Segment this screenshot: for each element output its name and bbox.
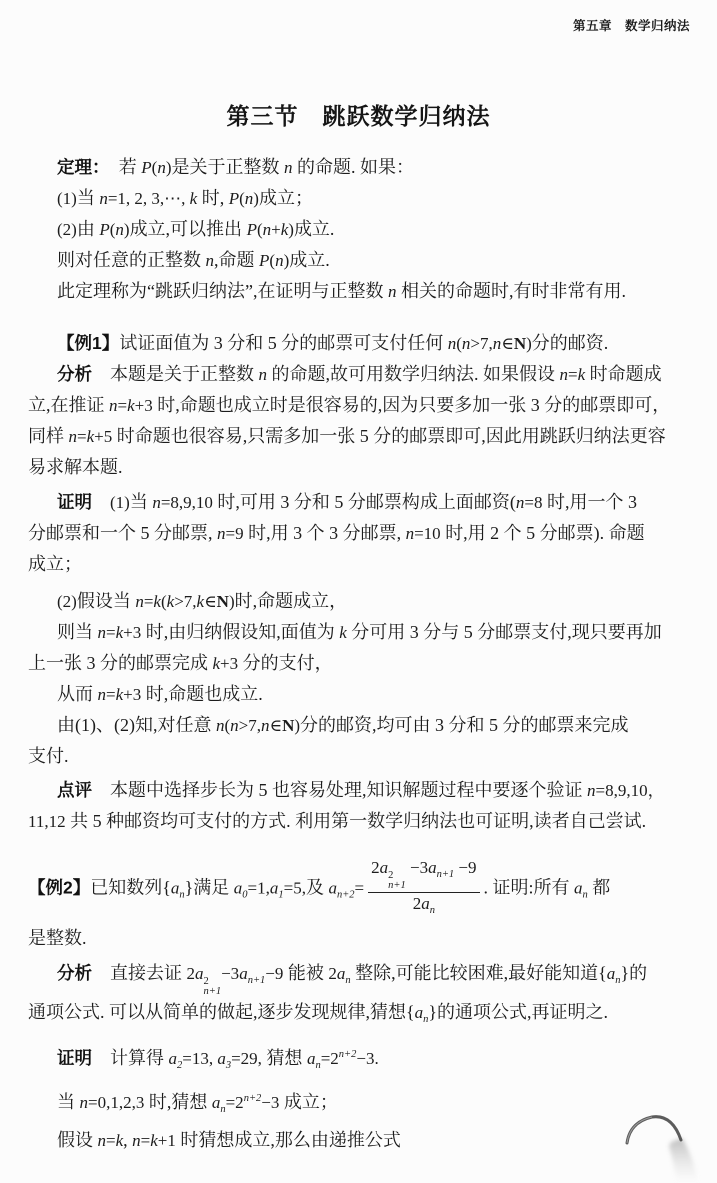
- text-segment: n: [99, 189, 108, 208]
- text-segment: =0,1,2,3: [88, 1092, 145, 1112]
- text-segment: ,命题: [214, 250, 259, 270]
- text-line: [28, 775, 701, 806]
- text-line: [28, 1039, 701, 1081]
- text-segment: n: [275, 251, 284, 270]
- text-segment: =2: [320, 1048, 339, 1068]
- text-segment: 上一张 3 分的邮票完成: [28, 653, 213, 673]
- text-segment: >7,: [238, 716, 261, 735]
- text-segment: n: [97, 685, 106, 704]
- page-curl-icon: [597, 1080, 717, 1183]
- text-segment: 支付.: [28, 746, 69, 766]
- text-line: [28, 741, 701, 772]
- text-line: [28, 617, 701, 648]
- text-segment: [92, 492, 110, 512]
- text-segment: =: [354, 878, 365, 898]
- text-segment: 时,用 3 个 3 分邮票,: [243, 523, 406, 543]
- text-segment: +5: [94, 427, 113, 446]
- page-title: 第三节 跳跃数学归纳法: [226, 103, 491, 129]
- text-segment: 时命题也很容易,只需多加一张 5 分的邮票即可,因此用跳跃归纳法更容: [112, 426, 666, 446]
- text-segment: −9: [454, 858, 477, 877]
- text-segment: =9: [225, 524, 244, 543]
- text-segment: (2): [57, 220, 77, 239]
- text-segment: 2: [412, 894, 422, 913]
- text-line: [28, 276, 701, 307]
- page-curl-edge: [627, 1117, 681, 1143]
- text-segment: 同样: [28, 426, 69, 446]
- text-segment: 的命题. 如果：: [292, 157, 414, 177]
- text-segment: 的命题,故可用数学归纳法. 如果假设: [267, 364, 560, 384]
- text-line: [28, 214, 701, 245]
- text-segment: k: [166, 592, 175, 611]
- text-segment: k: [212, 654, 221, 673]
- text-line: [28, 518, 701, 549]
- text-segment: (: [256, 220, 263, 239]
- text-segment: 时,猜想: [144, 1091, 212, 1112]
- text-segment: 证明: [57, 492, 92, 512]
- text-segment: 则当: [57, 622, 98, 642]
- text-segment: a: [414, 1002, 424, 1022]
- page-curl-shadow: [669, 1138, 698, 1183]
- text-segment: (1): [57, 189, 77, 208]
- text-segment: n: [345, 974, 351, 986]
- text-segment: 2: [177, 1059, 183, 1071]
- text-segment: n: [220, 1103, 226, 1115]
- text-segment: 11,12: [28, 812, 66, 831]
- text-segment: n: [582, 889, 588, 901]
- text-line: [28, 152, 701, 183]
- text-line: [28, 183, 701, 214]
- text-segment: n: [157, 158, 166, 177]
- text-line: [28, 549, 701, 580]
- text-segment: a: [233, 878, 243, 898]
- text-segment: ): [288, 220, 294, 239]
- text-segment: n: [429, 905, 435, 916]
- text-segment: 0: [242, 889, 248, 901]
- text-segment: 分的邮资.: [531, 333, 609, 353]
- text-segment: 此定理称为“跳跃归纳法”,在证明与正整数: [57, 281, 388, 301]
- text-segment: 分析: [57, 364, 92, 384]
- text-segment: 由: [76, 219, 100, 239]
- text-segment: n: [132, 1130, 141, 1150]
- text-segment: n: [615, 974, 621, 986]
- text-segment: (: [224, 716, 231, 735]
- text-segment: 立,在推证: [28, 395, 109, 415]
- sub-sup-stack: 2 n+1: [203, 975, 222, 997]
- text-segment: −9: [265, 963, 284, 983]
- text-segment: 时,: [197, 188, 229, 208]
- text-segment: 能被: [283, 962, 329, 983]
- text-segment: 分邮票和一个 5 分邮票,: [28, 523, 217, 543]
- text-segment: k: [115, 1130, 124, 1150]
- text-segment: n: [258, 365, 267, 384]
- text-segment: k: [115, 685, 124, 704]
- text-segment: =: [106, 1130, 116, 1150]
- text-segment: a: [336, 963, 346, 983]
- text-segment: }的: [620, 962, 648, 983]
- text-segment: P: [246, 220, 257, 239]
- text-segment: 已知数列{: [90, 877, 171, 898]
- text-line: [28, 958, 701, 997]
- text-segment: 由(1)、(2)知,对任意: [57, 715, 216, 735]
- text-segment: +: [271, 220, 281, 239]
- text-segment: n: [461, 334, 471, 353]
- text-segment: a: [168, 1048, 177, 1068]
- text-segment: =10: [414, 524, 441, 543]
- text-segment: 时,可用 3 分和 5 分邮票构成上面邮资(: [212, 492, 516, 512]
- text-segment: +3: [123, 685, 142, 704]
- sub-sup-stack: 2 n+1: [388, 870, 406, 891]
- text-segment: n: [262, 220, 272, 239]
- text-segment: 2: [371, 858, 380, 877]
- text-segment: (: [109, 220, 116, 239]
- text-segment: ): [253, 189, 259, 208]
- text-segment: }的通项公式,再证明之.: [428, 1001, 609, 1022]
- text-segment: 证明: [57, 1047, 92, 1068]
- text-segment: ): [165, 158, 172, 177]
- text-segment: 整除,可能比较困难,最好能知道{: [350, 962, 607, 983]
- text-segment: 分析: [57, 962, 92, 983]
- text-segment: n: [492, 334, 502, 353]
- text-segment: 2: [328, 963, 337, 983]
- text-segment: n+1: [247, 974, 266, 986]
- text-segment: >7,: [174, 592, 197, 611]
- text-segment: n: [217, 524, 226, 543]
- text-segment: n: [97, 1130, 106, 1150]
- text-segment: 当: [57, 1091, 80, 1112]
- text-line: [28, 586, 701, 617]
- text-segment: N: [216, 592, 229, 611]
- text-segment: n: [405, 524, 415, 543]
- text-segment: =5,: [283, 878, 306, 898]
- text-segment: n: [115, 220, 124, 239]
- text-segment: n: [135, 592, 144, 611]
- text-segment: 【例1】: [57, 333, 120, 353]
- text-segment: a: [379, 858, 389, 877]
- text-segment: =29,: [231, 1048, 262, 1068]
- text-line: [28, 359, 701, 390]
- text-segment: =: [568, 365, 578, 384]
- text-line: [28, 452, 701, 483]
- text-segment: 本题中选择步长为 5 也容易处理,知识解题过程中要逐个验证: [92, 780, 587, 800]
- text-segment: ): [294, 716, 301, 735]
- text-segment: ∈: [269, 716, 283, 735]
- text-segment: a: [606, 963, 616, 983]
- text-segment: a: [217, 1048, 226, 1068]
- text-line: [28, 806, 701, 837]
- text-segment: k: [196, 592, 205, 611]
- text-segment: n: [230, 716, 239, 735]
- text-segment: (: [456, 334, 462, 353]
- text-segment: 成立；: [279, 1091, 338, 1112]
- text-segment: n: [283, 158, 293, 177]
- text-line: [28, 997, 701, 1035]
- text-segment: a: [428, 858, 437, 877]
- text-line: [28, 245, 701, 276]
- text-segment: k: [189, 189, 198, 208]
- text-segment: =: [143, 592, 154, 611]
- text-segment: k: [115, 623, 124, 642]
- text-segment: +3: [134, 396, 153, 415]
- text-segment: 试证面值为 3 分和 5 分的邮票可支付任何: [119, 333, 448, 353]
- text-segment: 成立.: [293, 219, 335, 239]
- text-segment: N: [282, 716, 295, 735]
- text-segment: (: [151, 158, 158, 177]
- text-segment: . 证明:所有: [483, 877, 575, 898]
- text-segment: (: [239, 189, 245, 208]
- text-segment: (: [269, 251, 276, 270]
- text-segment: n: [68, 427, 77, 446]
- text-segment: k: [339, 623, 347, 642]
- text-segment: 假设: [57, 1129, 98, 1150]
- text-line: [28, 710, 701, 741]
- text-segment: 时,用一个 3: [542, 492, 638, 512]
- text-segment: 直接去证: [92, 962, 187, 983]
- text-segment: a: [269, 878, 279, 898]
- text-segment: 当: [76, 188, 100, 208]
- text-segment: +3: [123, 623, 142, 642]
- text-segment: k: [577, 365, 586, 384]
- text-segment: n: [152, 493, 161, 512]
- text-segment: =: [117, 396, 128, 415]
- text-segment: n: [387, 282, 397, 301]
- text-segment: 假设当: [76, 591, 136, 611]
- text-segment: −3: [405, 858, 429, 877]
- text-segment: n+1: [436, 869, 455, 880]
- text-segment: 当: [129, 492, 153, 512]
- text-line: [28, 487, 701, 518]
- text-segment: ): [526, 334, 532, 353]
- text-segment: n: [79, 1092, 88, 1112]
- text-segment: 时命题成: [585, 364, 662, 384]
- text-line: [28, 390, 701, 421]
- text-segment: =: [140, 1130, 151, 1150]
- text-segment: 时,命题成立，: [234, 591, 348, 611]
- text-segment: 1: [278, 889, 284, 901]
- text-segment: 都: [587, 877, 611, 898]
- text-segment: a: [211, 1092, 221, 1112]
- text-segment: ∈: [501, 334, 514, 353]
- text-segment: 若: [100, 157, 142, 177]
- text-segment: 本题是关于正整数: [92, 364, 259, 384]
- text-segment: k: [150, 1130, 158, 1150]
- text-segment: ∈: [204, 592, 217, 611]
- text-line: [28, 648, 701, 679]
- text-segment: 【例2】: [28, 877, 91, 898]
- text-segment: n: [559, 365, 568, 384]
- text-segment: 成立.: [289, 250, 330, 270]
- text-line: [28, 856, 701, 923]
- text-segment: 从而: [57, 684, 98, 704]
- text-segment: >7,: [470, 334, 493, 353]
- text-segment: =13,: [182, 1048, 218, 1068]
- text-segment: −3.: [356, 1048, 379, 1068]
- text-segment: ): [283, 251, 290, 270]
- text-segment: P: [99, 220, 110, 239]
- text-segment: k: [127, 396, 135, 415]
- text-segment: 定理：: [57, 157, 101, 177]
- text-segment: 3: [225, 1059, 232, 1071]
- text-segment: =8: [524, 493, 543, 512]
- text-segment: P: [259, 251, 270, 270]
- text-segment: =: [106, 623, 116, 642]
- text-segment: =2: [225, 1092, 244, 1112]
- text-segment: n: [515, 493, 525, 512]
- text-segment: n: [315, 1059, 321, 1071]
- text-segment: 时,由归纳假设知,面值为: [141, 622, 340, 642]
- text-segment: =8,9,10，: [595, 781, 665, 800]
- text-segment: ): [228, 592, 235, 611]
- text-segment: a: [421, 894, 430, 913]
- text-segment: n: [179, 889, 185, 901]
- text-segment: −3: [221, 963, 240, 983]
- text-segment: 及: [305, 877, 329, 898]
- text-segment: a: [170, 878, 180, 898]
- text-segment: 易求解本题.: [28, 457, 123, 477]
- text-segment: a: [239, 963, 248, 983]
- text-segment: n+2: [336, 889, 355, 901]
- text-segment: n: [447, 334, 457, 353]
- text-line: [28, 679, 701, 710]
- text-segment: 分的支付，: [238, 653, 333, 673]
- text-segment: 成立,可以推出: [129, 219, 247, 239]
- text-segment: 时,命题也成立.: [141, 684, 263, 704]
- text-segment: 相关的命题时,有时非常有用.: [396, 281, 626, 301]
- text-segment: 则对任意的正整数: [57, 250, 206, 270]
- text-segment: 时猜想成立,那么由递推公式: [175, 1129, 401, 1150]
- text-segment: N: [513, 334, 527, 353]
- text-segment: =: [106, 685, 116, 704]
- text-line: [28, 421, 701, 452]
- text-segment: 分的邮资,均可由 3 分和 5 分的邮票来完成: [300, 715, 629, 735]
- text-line: [28, 328, 701, 359]
- text-segment: =8,9,10: [160, 493, 213, 512]
- text-segment: 猜想: [261, 1047, 307, 1068]
- text-segment: n+2: [338, 1048, 357, 1060]
- text-segment: n: [215, 716, 225, 735]
- text-segment: 时,用 2 个 5 分邮票). 命题: [440, 523, 645, 543]
- text-segment: 时,命题也成立时是很容易的,因为只要多加一张 3 分的邮票即可，: [152, 395, 671, 415]
- text-segment: =1,: [247, 878, 270, 898]
- running-header-chapter: 第五章 数学归纳法: [572, 19, 690, 33]
- text-segment: n: [205, 251, 214, 270]
- text-segment: (2): [57, 592, 77, 611]
- text-segment: 成立；: [258, 188, 313, 208]
- text-segment: =1, 2, 3,⋯,: [107, 189, 190, 208]
- text-segment: a: [328, 878, 337, 898]
- text-segment: k: [280, 220, 289, 239]
- text-segment: n: [97, 623, 106, 642]
- text-segment: n: [261, 716, 270, 735]
- text-segment: 通项公式. 可以从简单的做起,逐步发现规律,猜想{: [28, 1001, 415, 1022]
- text-segment: =: [77, 427, 87, 446]
- text-segment: −3: [261, 1092, 280, 1112]
- text-segment: a: [574, 878, 583, 898]
- text-segment: k: [86, 427, 95, 446]
- text-segment: 是整数.: [28, 927, 87, 948]
- text-segment: a: [195, 963, 204, 983]
- text-line: [28, 923, 701, 954]
- fraction: [368, 858, 479, 917]
- text-segment: 计算得: [92, 1047, 169, 1068]
- text-segment: ): [123, 220, 130, 239]
- text-segment: ,: [123, 1129, 133, 1150]
- document-body: [28, 152, 701, 1156]
- text-segment: n: [423, 1013, 429, 1025]
- text-segment: 共 5 种邮资均可支付的方式. 利用第一数学归纳法也可证明,读者自己尝试.: [65, 811, 647, 831]
- text-segment: 点评: [57, 780, 92, 800]
- text-segment: P: [228, 189, 240, 208]
- text-segment: n: [109, 396, 118, 415]
- text-segment: P: [141, 158, 152, 177]
- text-segment: n: [244, 189, 254, 208]
- text-segment: n: [587, 781, 596, 800]
- text-segment: n+2: [243, 1092, 262, 1104]
- text-segment: (1): [110, 493, 130, 512]
- text-segment: +1: [157, 1130, 176, 1150]
- text-segment: a: [306, 1048, 316, 1068]
- text-segment: k: [153, 592, 161, 611]
- text-segment: 分可用 3 分与 5 分邮票支付,现只要再加: [346, 622, 662, 642]
- text-segment: }满足: [184, 877, 234, 898]
- text-segment: 2: [186, 963, 195, 983]
- text-segment: (: [160, 592, 167, 611]
- text-segment: 是关于正整数: [171, 157, 284, 177]
- text-segment: +3: [220, 654, 239, 673]
- text-segment: 成立；: [28, 554, 82, 574]
